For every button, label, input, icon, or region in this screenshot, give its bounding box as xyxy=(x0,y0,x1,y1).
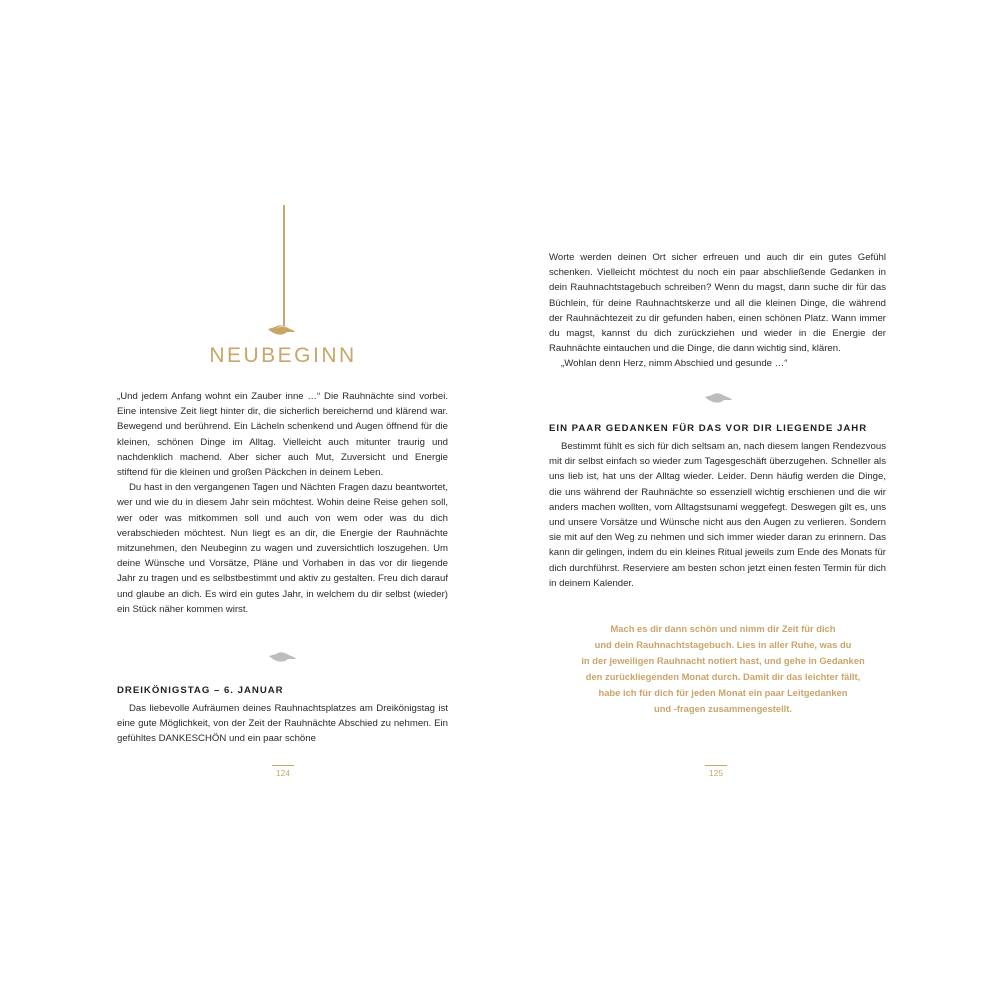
bird-icon xyxy=(267,650,297,664)
paragraph: „Und jedem Anfang wohnt ein Zauber inne …“ Die Rauhnächte sind vorbei. Eine intensive Zeit liegt hinter dir, die sicherlich bereichernd und klärend war. Bewegend und berührend. Ein Lächeln schenkend und Augen öffnend für die kleinen, schönen Dinge im Alltag. Vielleicht auch mitunter traurig und nachdenklich machend. Aber sicher auch Mut, Zuversicht und Energie stiftend für die kleinen und großen Päckchen in deinem Leben. xyxy=(117,391,448,479)
section-heading: DREIKÖNIGSTAG – 6. JANUAR xyxy=(117,685,284,696)
section-text: Das liebevolle Aufräumen deines Rauhnachtsplatzes am Dreikönigstag ist eine gute Möglichkeit, von der Zeit der Rauhnächte Abschied zu nehmen. Ein gefühltes DANKESCHÖN und ein paar schöne xyxy=(117,703,448,745)
paragraph: Du hast in den vergangenen Tagen und Nächten Fragen dazu beantwortet, wer und wie du in diesem Jahr sein möchtest. Wohin deine Reise gehen soll, wer oder was mitkommen soll und auch von wem oder was du dich verabschieden möchtest. Nun liegt es an dir, die Energie der Rauhnächte mitzunehmen, den Neubeginn zu wagen und zuversichtlich loszugehen. Um deine Wünsche und Vorsätze, Pläne und Vorhaben in das vor dir liegende Jahr zu tragen und es selbstbestimmt und aktiv zu gestalten. Freu dich darauf und glaube an dich. Es wird ein gutes Jahr, in welchem du dir selbst (wieder) ein Stück näher kommen wirst. xyxy=(117,482,448,615)
quote-line: Mach es dir dann schön und nimm dir Zeit für dich xyxy=(610,623,836,634)
quote-line: den zurückliegenden Monat durch. Damit dir das leichter fällt, xyxy=(585,671,861,682)
quote-line: habe ich für dich für jeden Monat ein paar Leitgedanken xyxy=(598,687,848,698)
intro-text xyxy=(117,389,448,617)
continued-text xyxy=(549,250,886,372)
paragraph: Worte werden deinen Ort sicher erfreuen und auch dir ein gutes Gefühl schenken. Vielleicht möchtest du noch ein paar abschließende Gedanken in dein Rauhnachtstagebuch schreiben? Wenn du magst, dann suche dir für das Büchlein, für deine Rauhnachtskerze und all die kleinen Dinge, die während der Rauhnächtezeit zu dir gefunden haben, einen schönen Platz. Wann immer du magst, kannst du dich zurückziehen und wieder in die Energie der Rauhnächte eintauchen und die Dinge, die dann wichtig sind, klären. xyxy=(549,252,886,355)
highlight-quote xyxy=(563,621,883,717)
section-text: Bestimmt fühlt es sich für dich seltsam an, nach diesem langen Rendezvous mit dir selbst einfach so wieder zum Tagesgeschäft überzugehen. Schneller als uns lieb ist, hat uns der Alltag wieder. Leider. Denn häufig werden die Dinge, die uns während der Rauhnächte so essenziell wichtig erschienen und die wir anders machen wollten, vom Alltagstsunami weggefegt. Deswegen gilt es, uns und unsere Vorsätze und Wünsche nicht aus den Augen zu verlieren. Sondern sie mit auf den Weg zu nehmen und sich immer wieder daran zu erinnern. Das kann dir gelingen, indem du ein kleines Ritual jeweils zum Ende des Monats für dich durchführst. Reserviere am besten schon jetzt einen festen Termin für dich in deinem Kalender. xyxy=(549,441,886,589)
page-number: 125 xyxy=(696,765,736,778)
decorative-gold-line xyxy=(283,205,285,330)
paragraph: „Wohlan denn Herz, nimm Abschied und gesunde …“ xyxy=(561,358,788,370)
bird-icon xyxy=(266,323,296,337)
quote-line: in der jeweiligen Rauhnacht notiert hast, und gehe in Gedanken xyxy=(581,655,865,666)
page-number: 124 xyxy=(263,765,303,778)
quote-line: und dein Rauhnachtstagebuch. Lies in aller Ruhe, was du xyxy=(594,639,852,650)
bird-icon xyxy=(703,391,733,405)
chapter-title: NEUBEGINN xyxy=(209,344,357,367)
right-page xyxy=(500,0,1000,1000)
section-heading: EIN PAAR GEDANKEN FÜR DAS VOR DIR LIEGENDE JAHR xyxy=(549,423,868,434)
quote-line: und -fragen zusammengestellt. xyxy=(653,703,793,714)
